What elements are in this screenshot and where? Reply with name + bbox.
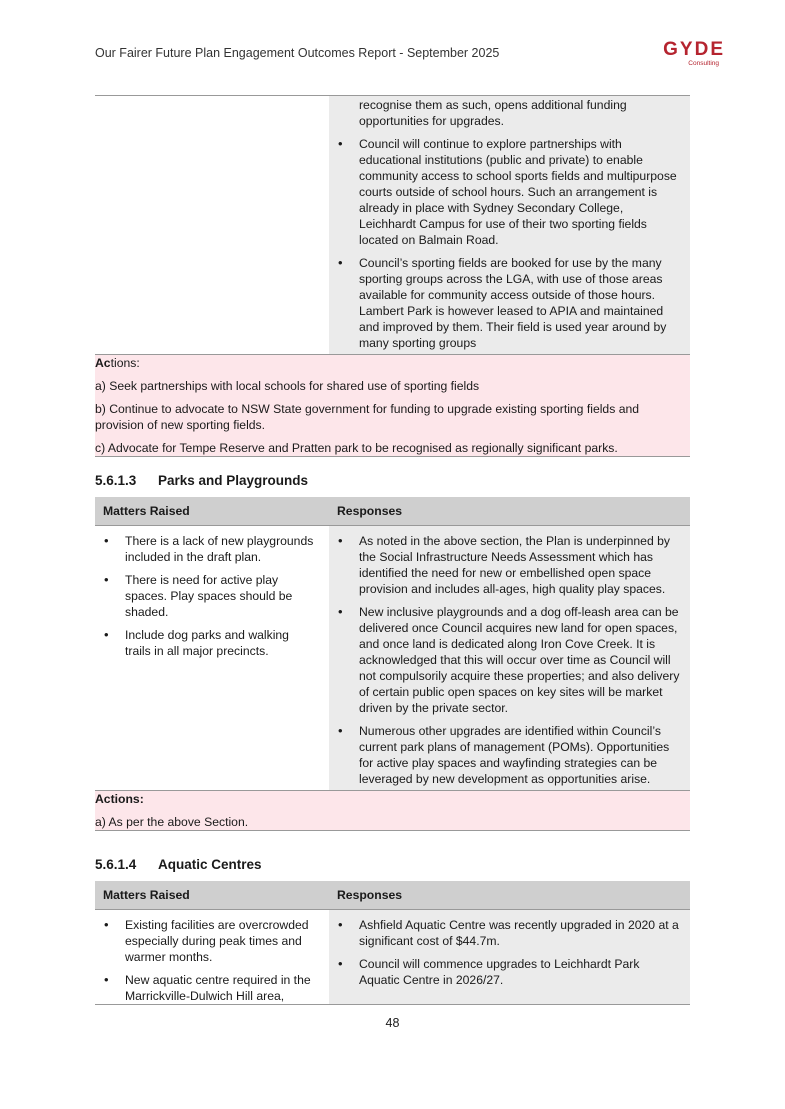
matter-item: • Existing facilities are overcrowded especially during peak times and warmer months. xyxy=(95,917,315,965)
section-heading-aquatic xyxy=(95,857,262,872)
action-item: a) Seek partnerships with local schools for shared use of sporting fields xyxy=(95,379,480,393)
response-item: • Council will commence upgrades to Leichhardt Park Aquatic Centre in 2026/27. xyxy=(329,956,682,988)
matter-item: • New aquatic centre required in the Marrickville-Dulwich Hill area, xyxy=(95,972,315,1004)
continuation-table xyxy=(95,95,690,457)
parks-actions xyxy=(95,791,690,831)
response-item: • Numerous other upgrades are identified within Council’s current park plans of management (POMs). Opportunities for active play spaces and wayfinding strategies can be leveraged by new development as opportunities arise. xyxy=(329,723,682,787)
action-item: a) As per the above Section. xyxy=(95,815,249,829)
actions-heading: Actions: xyxy=(95,356,140,370)
column-header-responses: Responses xyxy=(329,881,690,910)
document-title: Our Fairer Future Plan Engagement Outcomes Report - September 2025 xyxy=(95,46,500,60)
matter-item: • There is need for active play spaces. Play spaces should be shaded. xyxy=(95,572,315,620)
page-header xyxy=(95,39,725,72)
matter-item: • Include dog parks and walking trails in all major precincts. xyxy=(95,627,315,659)
response-item: • Council’s sporting fields are booked for use by the many sporting groups across the LGA, with use of those areas available for community access outside of those hours. Lambert Park is however leased to APIA and maintained and improved by them. Their field is used year around by many sporting groups xyxy=(329,255,682,351)
aquatic-matters-cell xyxy=(95,910,329,1005)
continuation-responses-cell xyxy=(329,96,690,355)
continued-response-text: recognise them as such, opens additional funding opportunities for upgrades. xyxy=(359,98,627,128)
gyde-logo xyxy=(635,40,725,68)
actions-heading: Actions: xyxy=(95,792,144,806)
logo-wordmark: GYDE xyxy=(663,39,725,60)
page-number: 48 xyxy=(385,1016,400,1030)
continuation-actions xyxy=(95,355,690,457)
matter-item: • There is a lack of new playgrounds included in the draft plan. xyxy=(95,533,315,565)
column-header-responses: Responses xyxy=(329,497,690,526)
aquatic-table xyxy=(95,881,690,1005)
parks-responses-cell xyxy=(329,526,690,791)
section-heading-parks xyxy=(95,473,308,488)
column-header-matters: Matters Raised xyxy=(95,497,329,526)
response-item: • Ashfield Aquatic Centre was recently upgraded in 2020 at a significant cost of $44.7m. xyxy=(329,917,682,949)
section-number: 5.6.1.3 xyxy=(95,473,137,488)
aquatic-responses-cell xyxy=(329,910,690,1005)
response-item: • As noted in the above section, the Plan is underpinned by the Social Infrastructure Needs Assessment which has identified the need for new or embellished open space provision and includes all-ages, high quality play spaces. xyxy=(329,533,682,597)
section-number: 5.6.1.4 xyxy=(95,857,137,872)
parks-matters-cell xyxy=(95,526,329,791)
action-item: b) Continue to advocate to NSW State government for funding to upgrade existing sporting fields and provision of new sporting fields. xyxy=(95,402,640,432)
response-item: • New inclusive playgrounds and a dog off-leash area can be delivered once Council acquires new land for open spaces, and once land is dedicated along Iron Cove Creek. It is acknowledged that this will occur over time as Council will not compulsorily acquire these properties; and also delivery of certain public open spaces on key sites will be market driven by the private sector. xyxy=(329,604,682,716)
response-item: • Council will continue to explore partnerships with educational institutions (public and private) to enable community access to school sports fields and multipurpose courts outside of school hours. Such an arrangement is already in place with Sydney Secondary College, Leichhardt Campus for use of their two sporting fields located on Balmain Road. xyxy=(329,136,682,248)
column-header-matters: Matters Raised xyxy=(95,881,329,910)
section-title: Parks and Playgrounds xyxy=(158,473,309,488)
action-item: c) Advocate for Tempe Reserve and Pratten park to be recognised as regionally significant parks. xyxy=(95,441,618,455)
logo-subtitle: Consulting xyxy=(688,60,719,67)
continuation-matters-cell xyxy=(95,96,329,355)
parks-table xyxy=(95,497,690,831)
section-title: Aquatic Centres xyxy=(158,857,262,872)
